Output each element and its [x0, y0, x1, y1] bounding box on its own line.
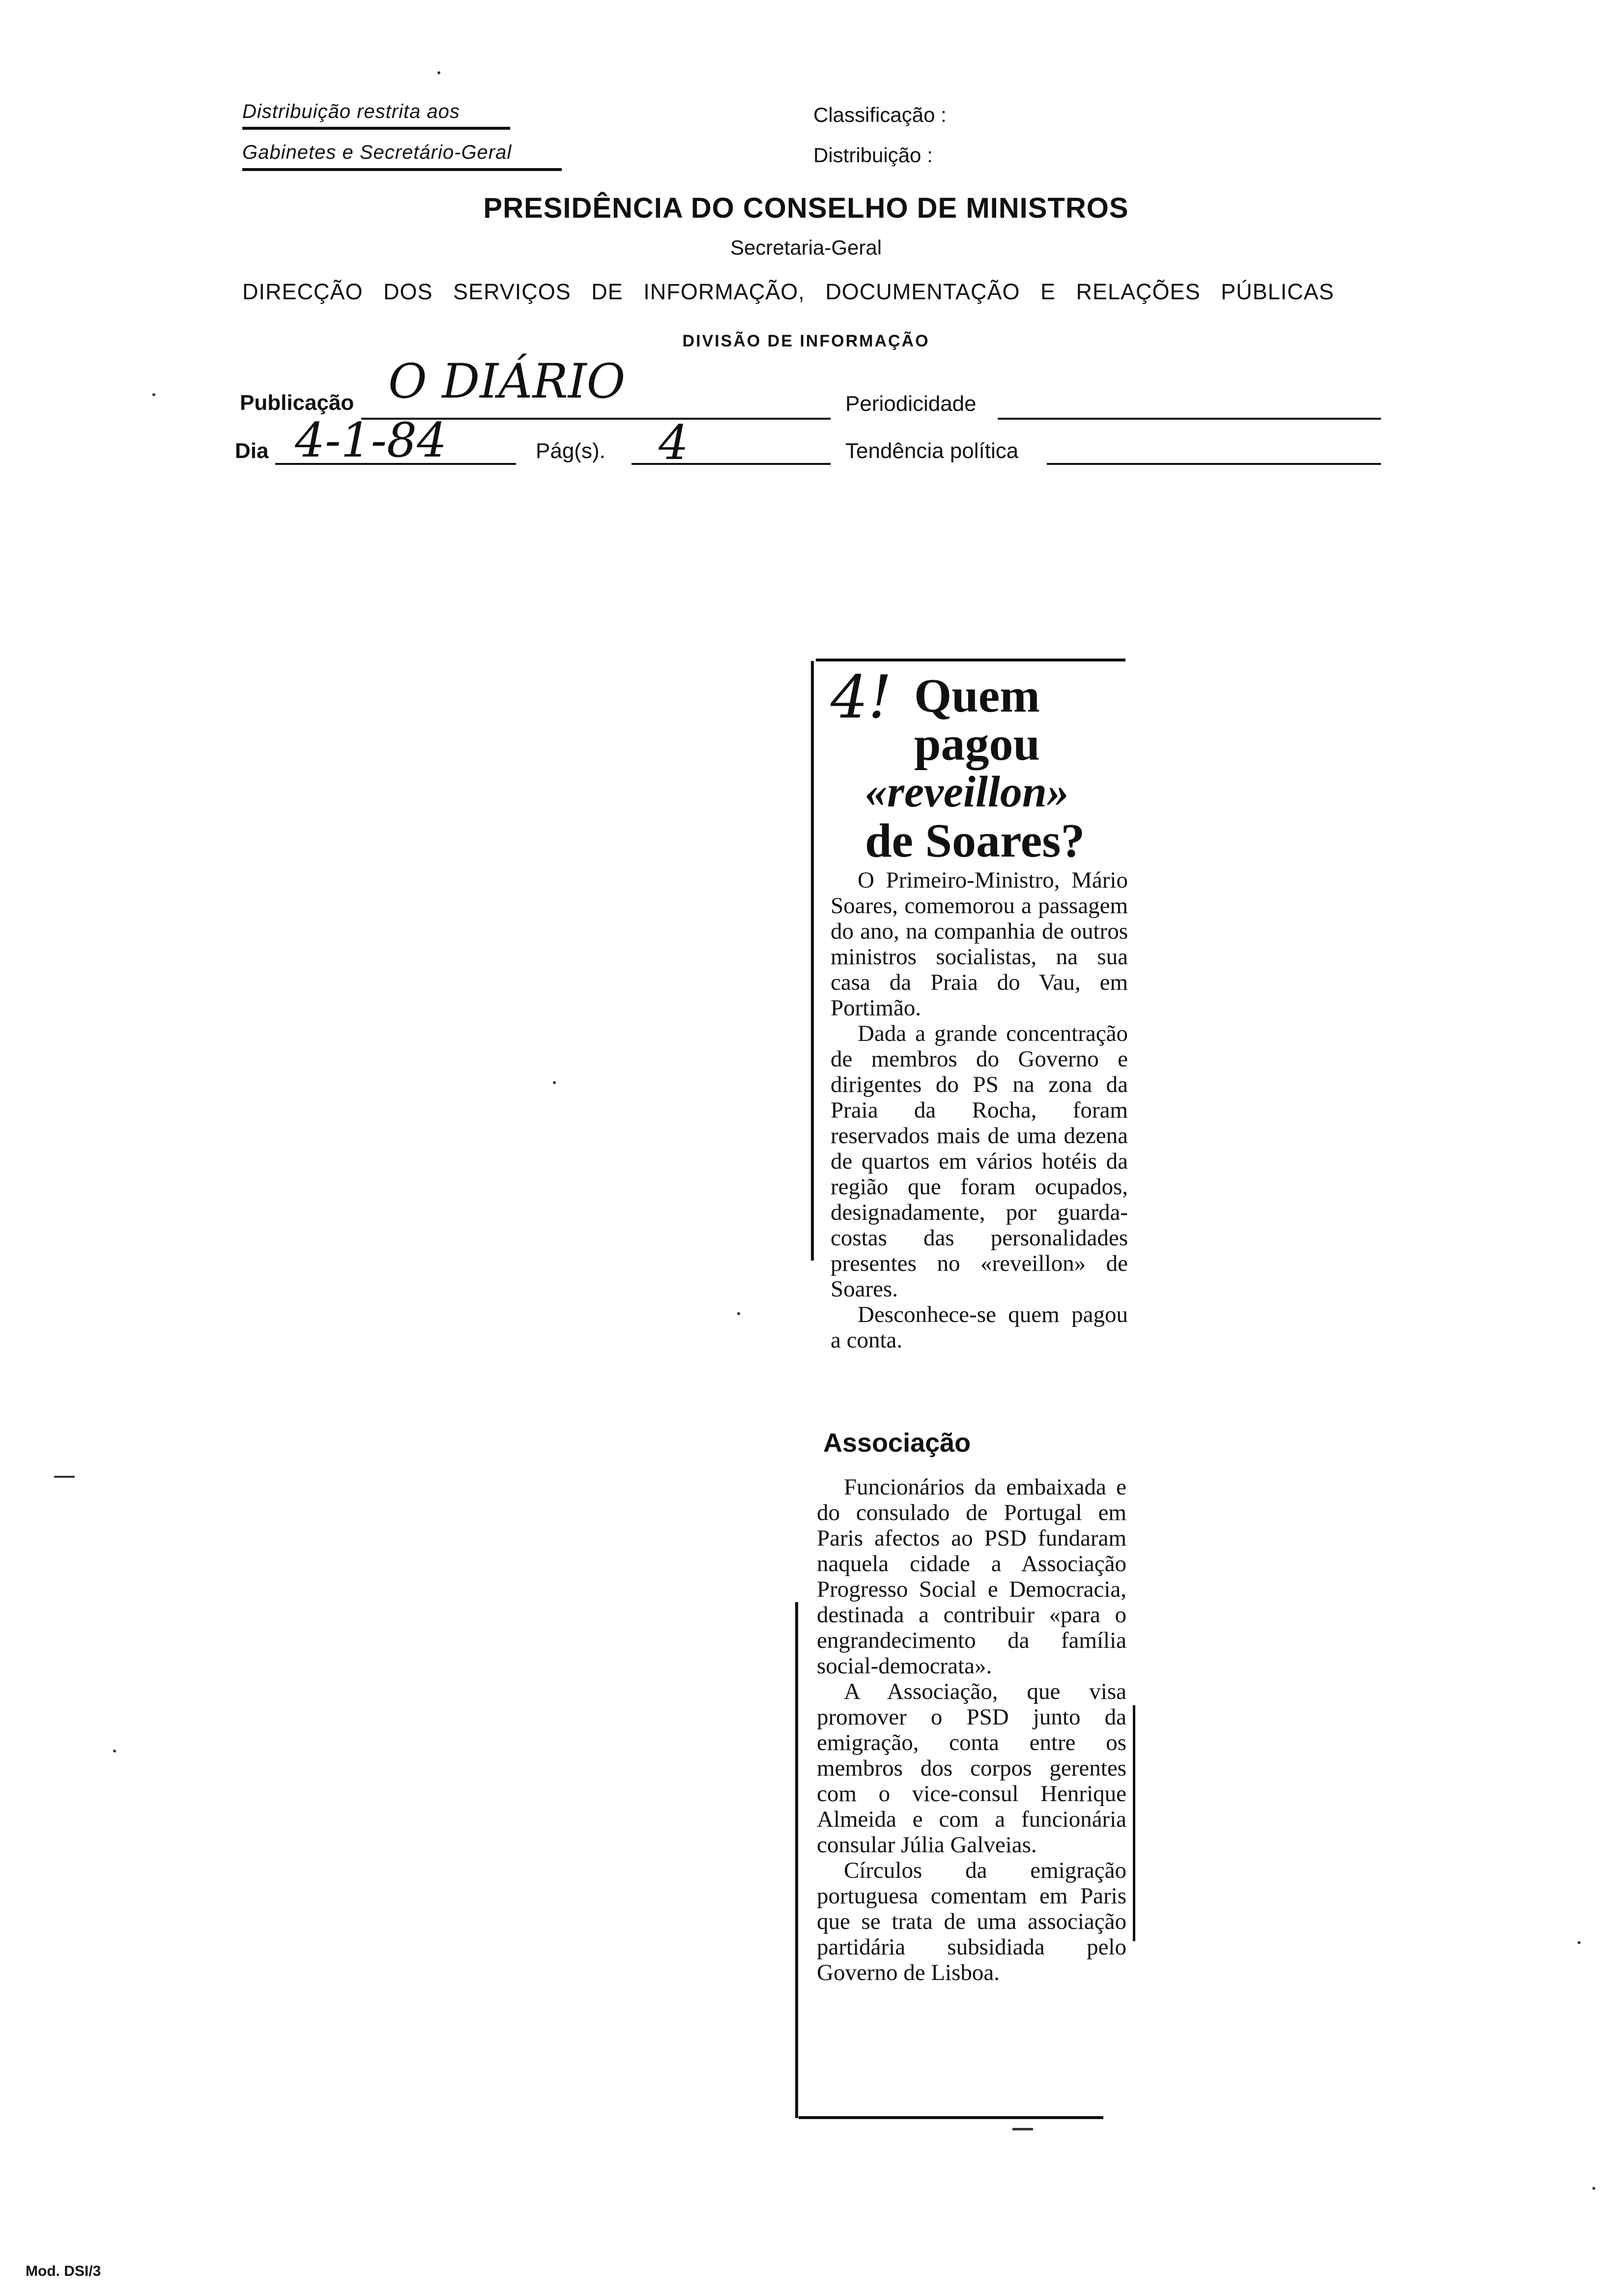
headline-line-1: Quem [914, 669, 1040, 722]
periodicidade-label: Periodicidade [845, 392, 977, 416]
periodicidade-underline [998, 418, 1381, 420]
clipping-top-rule [816, 659, 1125, 661]
scan-speck [553, 1081, 556, 1084]
headline-line-4: de Soares? [865, 814, 1085, 867]
article-paragraph: O Primeiro-Ministro, Mário Soares, comemorou a passagem do ano, na companhia de outros ministros socialistas, na sua casa da Praia do Vau, em Portimão. [831, 867, 1128, 1021]
scan-speck [437, 71, 440, 74]
tendencia-underline [1047, 463, 1381, 465]
article-body-part-2 [817, 1474, 1126, 1985]
scan-dash [54, 1476, 75, 1478]
article-paragraph: Funcionários da embaixada e do consulado de Portugal em Paris afectos ao PSD fundaram naquela cidade a Associação Progresso Social e Democracia, destinada a contribuir «para o engrandecimento da família social-democrata». [817, 1474, 1126, 1679]
distribution-notice-line1: Distribuição restrita aos [242, 101, 460, 122]
division-line: DIVISÃO DE INFORMAÇÃO [682, 332, 930, 350]
article-paragraph: A Associação, que visa promover o PSD junto da emigração, conta entre os membros dos corpos gerentes com o vice-consul Henrique Almeida e com a funcionária consular Júlia Galveias. [817, 1679, 1126, 1858]
tendencia-label: Tendência política [845, 439, 1019, 463]
handwritten-margin-mark: 4! [831, 663, 892, 732]
secretariat-subtitle: Secretaria-Geral [730, 236, 882, 259]
classificacao-label: Classificação : [813, 103, 947, 126]
clipping-right-rule [1133, 1705, 1135, 1941]
article-paragraph: Dada a grande concentração de membros do Governo e dirigentes do PS na zona da Praia da Rocha, foram reservados mais de uma dezena de quartos em vários hotéis da região que foram ocupados, designadamente, por guarda-costas das personalidades presentes no «reveillon» de Soares. [831, 1021, 1128, 1302]
article-paragraph: Desconhece-se quem pagou a conta. [831, 1302, 1128, 1353]
clipping-bottom-rule [799, 2116, 1103, 2119]
scan-speck [737, 1312, 740, 1315]
distribution-underline-1 [242, 127, 510, 130]
scan-speck [1578, 1941, 1581, 1944]
dia-handwritten-value: 4-1-84 [295, 413, 447, 468]
scan-speck [1592, 2187, 1595, 2190]
distribuicao-label: Distribuição : [813, 144, 933, 167]
directorate-line: DIRECÇÃO DOS SERVIÇOS DE INFORMAÇÃO, DOCUMENTAÇÃO E RELAÇÕES PÚBLICAS [242, 279, 1334, 304]
publicacao-label: Publicação [240, 391, 354, 415]
distribution-underline-2 [242, 168, 562, 171]
article-body-part-1 [831, 867, 1128, 1353]
scan-dash [1012, 2128, 1033, 2130]
article-paragraph: Círculos da emigração portuguesa comentam em Paris que se trata de uma associação partidária subsidiada pelo Governo de Lisboa. [817, 1858, 1126, 1985]
clipping-left-rule-lower [795, 1602, 798, 2118]
organization-title: PRESIDÊNCIA DO CONSELHO DE MINISTROS [483, 192, 1129, 224]
publicacao-handwritten-value: O DIÁRIO [388, 354, 626, 409]
clipping-left-rule-upper [811, 661, 814, 1261]
pags-handwritten-value: 4 [659, 415, 689, 470]
scan-speck [152, 393, 155, 396]
headline-line-3: «reveillon» [865, 768, 1069, 816]
headline-line-2: pagou [914, 718, 1040, 771]
form-code: Mod. DSI/3 [26, 2263, 101, 2279]
dia-label: Dia [235, 439, 269, 463]
pags-label: Pág(s). [536, 439, 605, 463]
article-subheading: Associação [823, 1428, 971, 1458]
distribution-notice-line2: Gabinetes e Secretário-Geral [242, 142, 512, 163]
scan-speck [113, 1750, 116, 1752]
